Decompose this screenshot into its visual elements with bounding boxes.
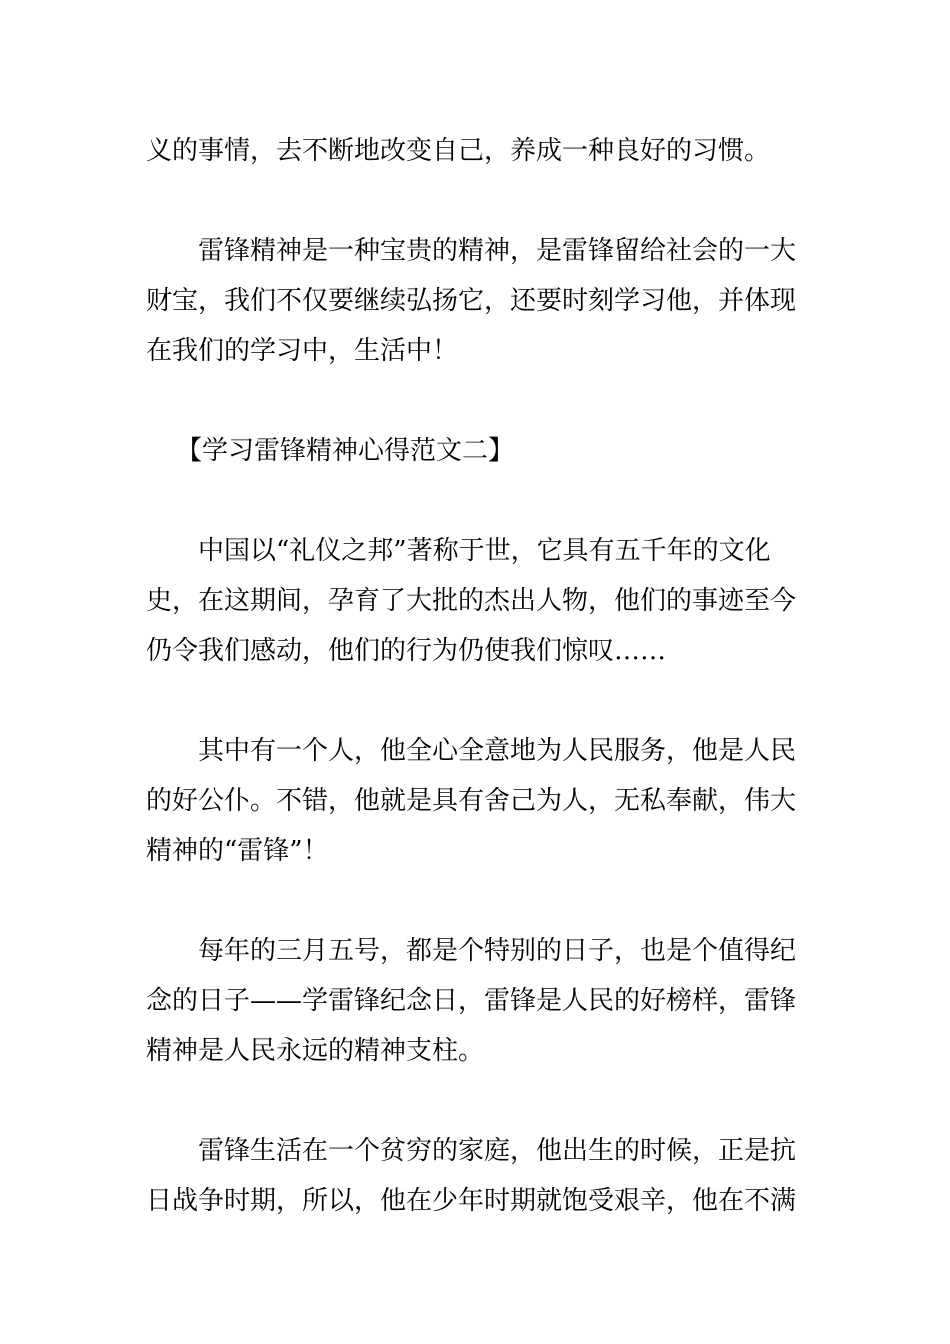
text-line: 在我们的学习中，生活中！ — [146, 336, 459, 366]
paragraph-first-line: 雷锋精神是一种宝贵的精神，是雷锋留给社会的一大 — [198, 236, 797, 266]
text-line: 精神的“雷锋”！ — [146, 836, 329, 866]
paragraph-first-line: 雷锋生活在一个贫穷的家庭，他出生的时候，正是抗 — [198, 1136, 797, 1166]
text-line: 财宝，我们不仅要继续弘扬它，还要时刻学习他，并体现 — [146, 286, 797, 316]
section-heading: 【学习雷锋精神心得范文二】 — [176, 436, 515, 466]
text-line: 的好公仆。不错，他就是具有舍己为人，无私奉献，伟大 — [146, 786, 797, 816]
paragraph-first-line: 中国以“礼仪之邦”著称于世，它具有五千年的文化 — [198, 536, 771, 566]
text-line: 义的事情，去不断地改变自己，养成一种良好的习惯。 — [146, 136, 771, 166]
text-line: 念的日子——学雷锋纪念日，雷锋是人民的好榜样，雷锋 — [146, 986, 797, 1016]
paragraph-first-line: 每年的三月五号，都是个特别的日子，也是个值得纪 — [198, 936, 797, 966]
text-line: 精神是人民永远的精神支柱。 — [146, 1036, 485, 1066]
text-line: 日战争时期，所以，他在少年时期就饱受艰辛，他在不满 — [146, 1186, 797, 1216]
paragraph-first-line: 其中有一个人，他全心全意地为人民服务，他是人民 — [198, 736, 797, 766]
text-line: 仍令我们感动，他们的行为仍使我们惊叹…… — [146, 636, 667, 666]
text-line: 史，在这期间，孕育了大批的杰出人物，他们的事迹至今 — [146, 586, 797, 616]
